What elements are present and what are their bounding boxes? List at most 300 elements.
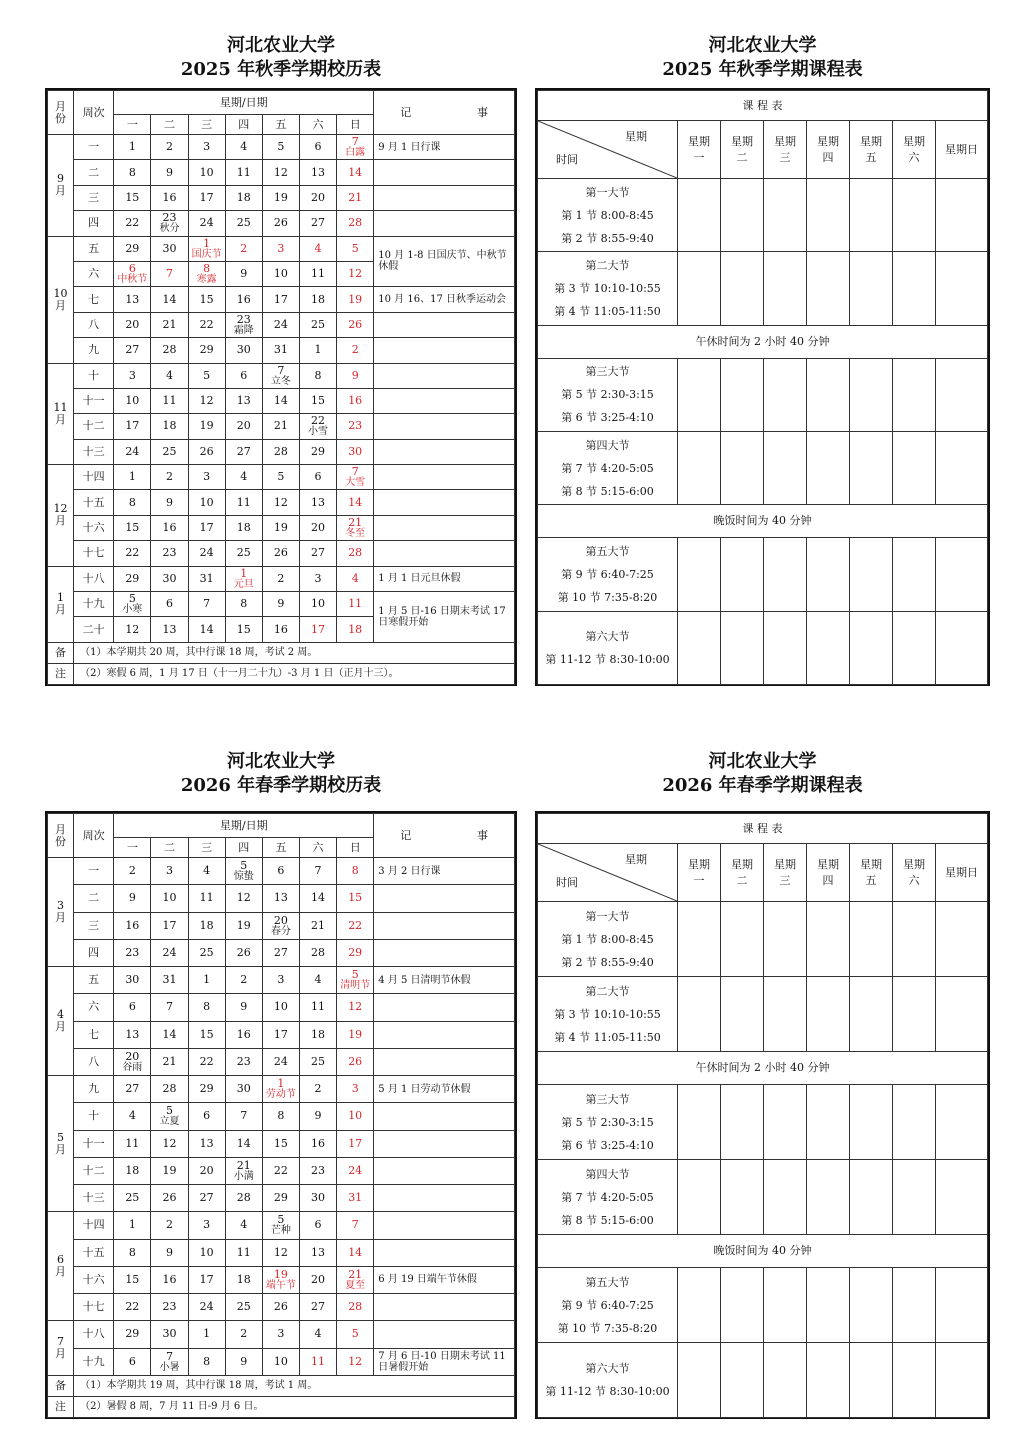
date-number: 8 [203, 262, 211, 276]
course-cell[interactable] [850, 1268, 893, 1343]
date-number: 3 [277, 973, 285, 987]
course-cell[interactable] [721, 431, 764, 504]
course-cell[interactable] [893, 1085, 936, 1160]
slot-time: 第 6 节 3:25-4:10 [561, 1138, 654, 1152]
course-cell[interactable] [678, 611, 721, 684]
course-cell[interactable] [936, 179, 988, 252]
date-number: 12 [348, 267, 363, 281]
course-cell[interactable] [678, 902, 721, 977]
festival-label: 中秋节 [117, 274, 148, 286]
slot-time: 第 11-12 节 8:30-10:00 [545, 1385, 670, 1398]
course-cell[interactable] [807, 358, 850, 431]
course-cell[interactable] [936, 1268, 988, 1343]
date-number: 6 [165, 597, 173, 611]
date-cell [299, 1239, 336, 1266]
date-number: 12 [273, 1245, 288, 1259]
course-cell[interactable] [721, 179, 764, 252]
date-cell [188, 261, 225, 286]
date-cell [262, 160, 299, 185]
date-number: 22 [199, 317, 214, 331]
date-number: 17 [348, 1136, 363, 1150]
course-cell[interactable] [893, 358, 936, 431]
date-number: 6 [277, 864, 285, 878]
month-label [48, 566, 74, 642]
course-cell[interactable] [936, 1343, 988, 1418]
date-cell [299, 160, 336, 185]
date-number: 11 [236, 1245, 251, 1259]
course-cell[interactable] [678, 1268, 721, 1343]
course-cell[interactable] [678, 358, 721, 431]
date-cell [337, 287, 374, 312]
course-cell[interactable] [850, 252, 893, 325]
slot-time: 第 2 节 8:55-9:40 [561, 231, 654, 245]
date-cell [299, 312, 336, 337]
week-number: 七 [74, 287, 114, 312]
date-number: 22 [125, 1300, 140, 1314]
week-number: 十三 [74, 1185, 114, 1212]
weekday-column-text: 二 [736, 873, 748, 887]
course-cell[interactable] [721, 611, 764, 684]
date-cell [337, 1212, 374, 1239]
date-cell [299, 885, 336, 912]
date-number: 21 [348, 190, 363, 204]
weekday-column-text: 星期 [774, 134, 796, 148]
date-cell [299, 515, 336, 540]
class-slot-row [538, 179, 988, 252]
date-number: 18 [199, 918, 214, 932]
note-cell: 10 月 1-8 日国庆节、中秋节休假 [374, 236, 515, 287]
weekday-column-text: 星期 [817, 857, 839, 871]
slot-label [538, 252, 678, 325]
date-number: 16 [236, 1027, 251, 1041]
date-cell [299, 465, 336, 490]
date-cell [299, 617, 336, 642]
week-number: 二 [74, 885, 114, 912]
date-cell [262, 1157, 299, 1184]
date-number: 4 [128, 1109, 136, 1123]
weekday-header: 一 [114, 838, 151, 858]
date-number: 31 [162, 973, 177, 987]
festival-label: 冬至 [345, 528, 366, 540]
weekday-column-text: 星期 [688, 857, 710, 871]
date-number: 17 [273, 1027, 288, 1041]
date-cell [225, 312, 262, 337]
date-cell [151, 185, 188, 210]
slot-label [538, 179, 678, 252]
date-cell [299, 566, 336, 591]
course-cell[interactable] [721, 977, 764, 1052]
slot-time: 第 5 节 2:30-3:15 [561, 388, 654, 402]
date-number: 25 [199, 945, 214, 959]
date-cell [151, 338, 188, 363]
date-cell [262, 566, 299, 591]
date-cell [262, 1348, 299, 1375]
week-row [48, 994, 515, 1021]
date-number: 24 [273, 1054, 288, 1068]
slot-time: 第三大节 [585, 365, 630, 379]
date-number: 8 [203, 1000, 211, 1014]
weekday-column-text: 星期 [774, 857, 796, 871]
festival-label: 芒种 [270, 1225, 291, 1237]
date-cell [151, 994, 188, 1021]
date-number: 5 [128, 592, 136, 606]
date-number: 4 [314, 241, 322, 255]
date-number: 22 [273, 1163, 288, 1177]
week-row [48, 312, 515, 337]
date-number: 12 [236, 891, 251, 905]
week-row [48, 1157, 515, 1184]
course-cell[interactable] [893, 902, 936, 977]
date-cell [225, 858, 262, 885]
date-number: 11 [125, 1136, 140, 1150]
date-number: 20 [125, 317, 140, 331]
festival-label: 立夏 [159, 1116, 180, 1128]
date-number: 21 [311, 918, 326, 932]
week-number: 十二 [74, 414, 114, 439]
course-cell[interactable] [764, 611, 807, 684]
weekday-column-text: 六 [908, 873, 920, 887]
course-cell[interactable] [893, 977, 936, 1052]
week-row [48, 1130, 515, 1157]
course-cell[interactable] [721, 1085, 764, 1160]
festival-label: 小雪 [308, 426, 329, 438]
date-cell [337, 912, 374, 939]
course-cell[interactable] [764, 902, 807, 977]
course-cell[interactable] [807, 252, 850, 325]
date-number: 12 [162, 1136, 177, 1150]
date-cell [188, 939, 225, 966]
date-number: 11 [311, 267, 326, 281]
course-cell[interactable] [807, 431, 850, 504]
course-cell[interactable] [936, 431, 988, 504]
note-cell [374, 1130, 515, 1157]
weekday-column-text: 五 [865, 150, 877, 164]
date-cell [151, 1157, 188, 1184]
course-cell[interactable] [721, 1268, 764, 1343]
date-cell [337, 515, 374, 540]
course-cell[interactable] [936, 611, 988, 684]
course-cell[interactable] [807, 538, 850, 611]
date-cell [151, 592, 188, 617]
date-cell [114, 338, 151, 363]
month-header-char: 月 [55, 99, 67, 113]
date-cell [114, 515, 151, 540]
date-cell [299, 967, 336, 994]
date-number: 27 [125, 343, 140, 357]
course-cell[interactable] [850, 611, 893, 684]
course-cell[interactable] [721, 1160, 764, 1235]
date-cell [188, 160, 225, 185]
course-cell[interactable] [764, 179, 807, 252]
course-cell[interactable] [850, 1085, 893, 1160]
date-number: 2 [165, 140, 173, 154]
break-note: 午休时间为 2 小时 40 分钟 [538, 1052, 988, 1085]
week-number: 十六 [74, 1266, 114, 1293]
course-cell[interactable] [764, 977, 807, 1052]
week-number: 七 [74, 1021, 114, 1048]
date-cell [151, 439, 188, 464]
date-number: 22 [348, 918, 363, 932]
date-number: 14 [162, 1027, 177, 1041]
course-cell[interactable] [850, 179, 893, 252]
course-cell[interactable] [678, 252, 721, 325]
note-cell: 1 月 5 日-16 日期末考试 17 日寒假开始 [374, 592, 515, 643]
date-cell [151, 541, 188, 566]
course-cell[interactable] [893, 1343, 936, 1418]
course-cell[interactable] [764, 252, 807, 325]
date-cell [299, 1103, 336, 1130]
date-cell [262, 312, 299, 337]
weekday-date-header: 星期/日期 [114, 814, 374, 838]
date-number: 15 [125, 521, 140, 535]
date-cell [262, 1239, 299, 1266]
course-cell[interactable] [807, 1343, 850, 1418]
note-cell [374, 439, 515, 464]
date-cell [337, 211, 374, 236]
date-cell [225, 617, 262, 642]
course-cell[interactable] [936, 902, 988, 977]
date-number: 27 [311, 1300, 326, 1314]
month-header-char: 份 [55, 834, 67, 848]
date-cell [188, 1021, 225, 1048]
week-number: 四 [74, 939, 114, 966]
course-cell[interactable] [893, 431, 936, 504]
remark-text: （1）本学期共 20 周，其中行课 18 周，考试 2 周。 [74, 642, 515, 663]
remark-text: （2）暑假 8 周，7 月 11 日-9 月 6 日。 [74, 1396, 515, 1417]
course-cell[interactable] [936, 538, 988, 611]
diagonal-corner-cell [538, 844, 678, 902]
month-label-part: 1 [57, 591, 65, 605]
course-cell[interactable] [850, 1343, 893, 1418]
course-cell[interactable] [721, 358, 764, 431]
course-cell[interactable] [678, 431, 721, 504]
note-cell: 1 月 1 日元旦休假 [374, 566, 515, 591]
week-number: 十五 [74, 1239, 114, 1266]
date-cell [114, 592, 151, 617]
slot-time: 第 7 节 4:20-5:05 [561, 461, 654, 475]
course-cell[interactable] [893, 252, 936, 325]
date-number: 13 [311, 165, 326, 179]
date-number: 21 [348, 1267, 363, 1281]
course-cell[interactable] [850, 358, 893, 431]
date-number: 18 [236, 1272, 251, 1286]
course-cell[interactable] [893, 1268, 936, 1343]
weekday-column-header [850, 121, 893, 179]
date-number: 8 [128, 165, 136, 179]
date-number: 29 [348, 945, 363, 959]
date-number: 9 [314, 1109, 322, 1123]
date-number: 26 [162, 1191, 177, 1205]
course-cell[interactable] [678, 1343, 721, 1418]
remarks-label: 注 [48, 663, 74, 684]
date-cell [188, 135, 225, 160]
date-cell [114, 287, 151, 312]
course-cell[interactable] [936, 977, 988, 1052]
course-cell[interactable] [807, 1268, 850, 1343]
slot-time: 第 8 节 5:15-6:00 [561, 1213, 654, 1227]
class-slot-row [538, 431, 988, 504]
date-cell [262, 363, 299, 388]
date-number: 5 [203, 368, 211, 382]
festival-label: 小寒 [122, 604, 143, 616]
course-cell[interactable] [893, 611, 936, 684]
course-cell[interactable] [893, 179, 936, 252]
course-cell[interactable] [721, 1343, 764, 1418]
note-cell [374, 912, 515, 939]
course-cell[interactable] [678, 1085, 721, 1160]
slot-time: 第 8 节 5:15-6:00 [561, 484, 654, 498]
class-slot-row [538, 1085, 988, 1160]
date-number: 16 [273, 622, 288, 636]
slot-label [538, 902, 678, 977]
month-label-part: 月 [55, 412, 67, 426]
weekday-column-header [678, 121, 721, 179]
date-number: 17 [199, 1272, 214, 1286]
course-cell[interactable] [678, 977, 721, 1052]
date-cell [225, 185, 262, 210]
weekday-column-header [893, 844, 936, 902]
note-cell: 9 月 1 日行课 [374, 135, 515, 160]
course-cell[interactable] [764, 1085, 807, 1160]
fall-calendar-title [45, 34, 517, 82]
date-number: 30 [162, 241, 177, 255]
date-number: 23 [162, 211, 177, 225]
festival-label: 国庆节 [191, 248, 222, 260]
date-number: 10 [311, 597, 326, 611]
date-cell [299, 135, 336, 160]
date-cell [188, 885, 225, 912]
date-number: 10 [162, 891, 177, 905]
date-cell [188, 912, 225, 939]
date-number: 12 [348, 1000, 363, 1014]
date-cell [114, 541, 151, 566]
course-cell[interactable] [721, 252, 764, 325]
course-cell[interactable] [764, 431, 807, 504]
course-cell[interactable] [850, 977, 893, 1052]
date-number: 9 [165, 1245, 173, 1259]
course-cell[interactable] [850, 538, 893, 611]
week-row [48, 515, 515, 540]
course-cell[interactable] [850, 1160, 893, 1235]
date-cell [114, 1266, 151, 1293]
date-cell [114, 439, 151, 464]
date-number: 5 [277, 470, 285, 484]
date-cell [299, 211, 336, 236]
date-number: 22 [311, 414, 326, 428]
course-cell[interactable] [936, 1160, 988, 1235]
date-cell [151, 1103, 188, 1130]
date-cell [225, 912, 262, 939]
course-cell[interactable] [936, 1085, 988, 1160]
course-cell[interactable] [807, 1085, 850, 1160]
course-cell[interactable] [764, 538, 807, 611]
date-number: 4 [314, 973, 322, 987]
date-cell [225, 1130, 262, 1157]
course-cell[interactable] [764, 1268, 807, 1343]
date-cell [225, 1348, 262, 1375]
date-cell [151, 236, 188, 261]
course-cell[interactable] [893, 538, 936, 611]
course-cell[interactable] [764, 1160, 807, 1235]
date-number: 1 [314, 343, 322, 357]
date-number: 15 [273, 1136, 288, 1150]
course-cell[interactable] [936, 358, 988, 431]
weekday-header: 二 [151, 838, 188, 858]
date-number: 14 [162, 292, 177, 306]
note-cell [374, 490, 515, 515]
week-row [48, 439, 515, 464]
spring-schedule-frame [535, 811, 990, 1419]
festival-label: 谷雨 [122, 1061, 143, 1073]
course-cell[interactable] [936, 252, 988, 325]
date-cell [114, 1294, 151, 1321]
break-row [538, 1052, 988, 1085]
date-number: 31 [273, 343, 288, 357]
date-cell [337, 261, 374, 286]
date-cell [262, 490, 299, 515]
date-cell [262, 994, 299, 1021]
date-number: 7 [277, 363, 285, 377]
month-label-part: 3 [57, 899, 65, 912]
corner-time-label: 时间 [556, 153, 578, 166]
date-cell [188, 338, 225, 363]
date-cell [262, 465, 299, 490]
schedule-caption-row [538, 91, 988, 121]
date-cell [225, 1239, 262, 1266]
month-label-part: 11 [53, 400, 68, 414]
note-cell [374, 1157, 515, 1184]
date-cell [114, 1321, 151, 1348]
month-label-part: 月 [55, 911, 67, 924]
date-number: 17 [162, 918, 177, 932]
date-number: 31 [199, 571, 214, 585]
course-cell[interactable] [764, 358, 807, 431]
weekday-column-text: 星期 [860, 134, 882, 148]
course-cell[interactable] [678, 1160, 721, 1235]
date-cell [151, 312, 188, 337]
date-cell [262, 1266, 299, 1293]
course-cell[interactable] [721, 538, 764, 611]
course-cell[interactable] [678, 538, 721, 611]
date-cell [151, 967, 188, 994]
week-row [48, 388, 515, 413]
course-cell[interactable] [721, 902, 764, 977]
date-number: 28 [348, 216, 363, 230]
course-cell[interactable] [807, 902, 850, 977]
course-cell[interactable] [850, 431, 893, 504]
date-number: 1 [128, 1218, 136, 1232]
date-number: 27 [311, 546, 326, 560]
week-row [48, 1048, 515, 1075]
course-cell[interactable] [764, 1343, 807, 1418]
week-row [48, 885, 515, 912]
course-cell[interactable] [893, 1160, 936, 1235]
course-cell[interactable] [807, 1160, 850, 1235]
date-cell [188, 1266, 225, 1293]
date-cell [151, 1266, 188, 1293]
course-cell[interactable] [807, 611, 850, 684]
festival-label: 夏至 [345, 1279, 366, 1291]
course-cell[interactable] [678, 179, 721, 252]
course-cell[interactable] [807, 179, 850, 252]
weekday-column-header [807, 844, 850, 902]
note-cell: 6 月 19 日端午节休假 [374, 1266, 515, 1293]
week-row [48, 338, 515, 363]
course-cell[interactable] [850, 902, 893, 977]
date-cell [151, 1021, 188, 1048]
date-cell [225, 1185, 262, 1212]
course-cell[interactable] [807, 977, 850, 1052]
